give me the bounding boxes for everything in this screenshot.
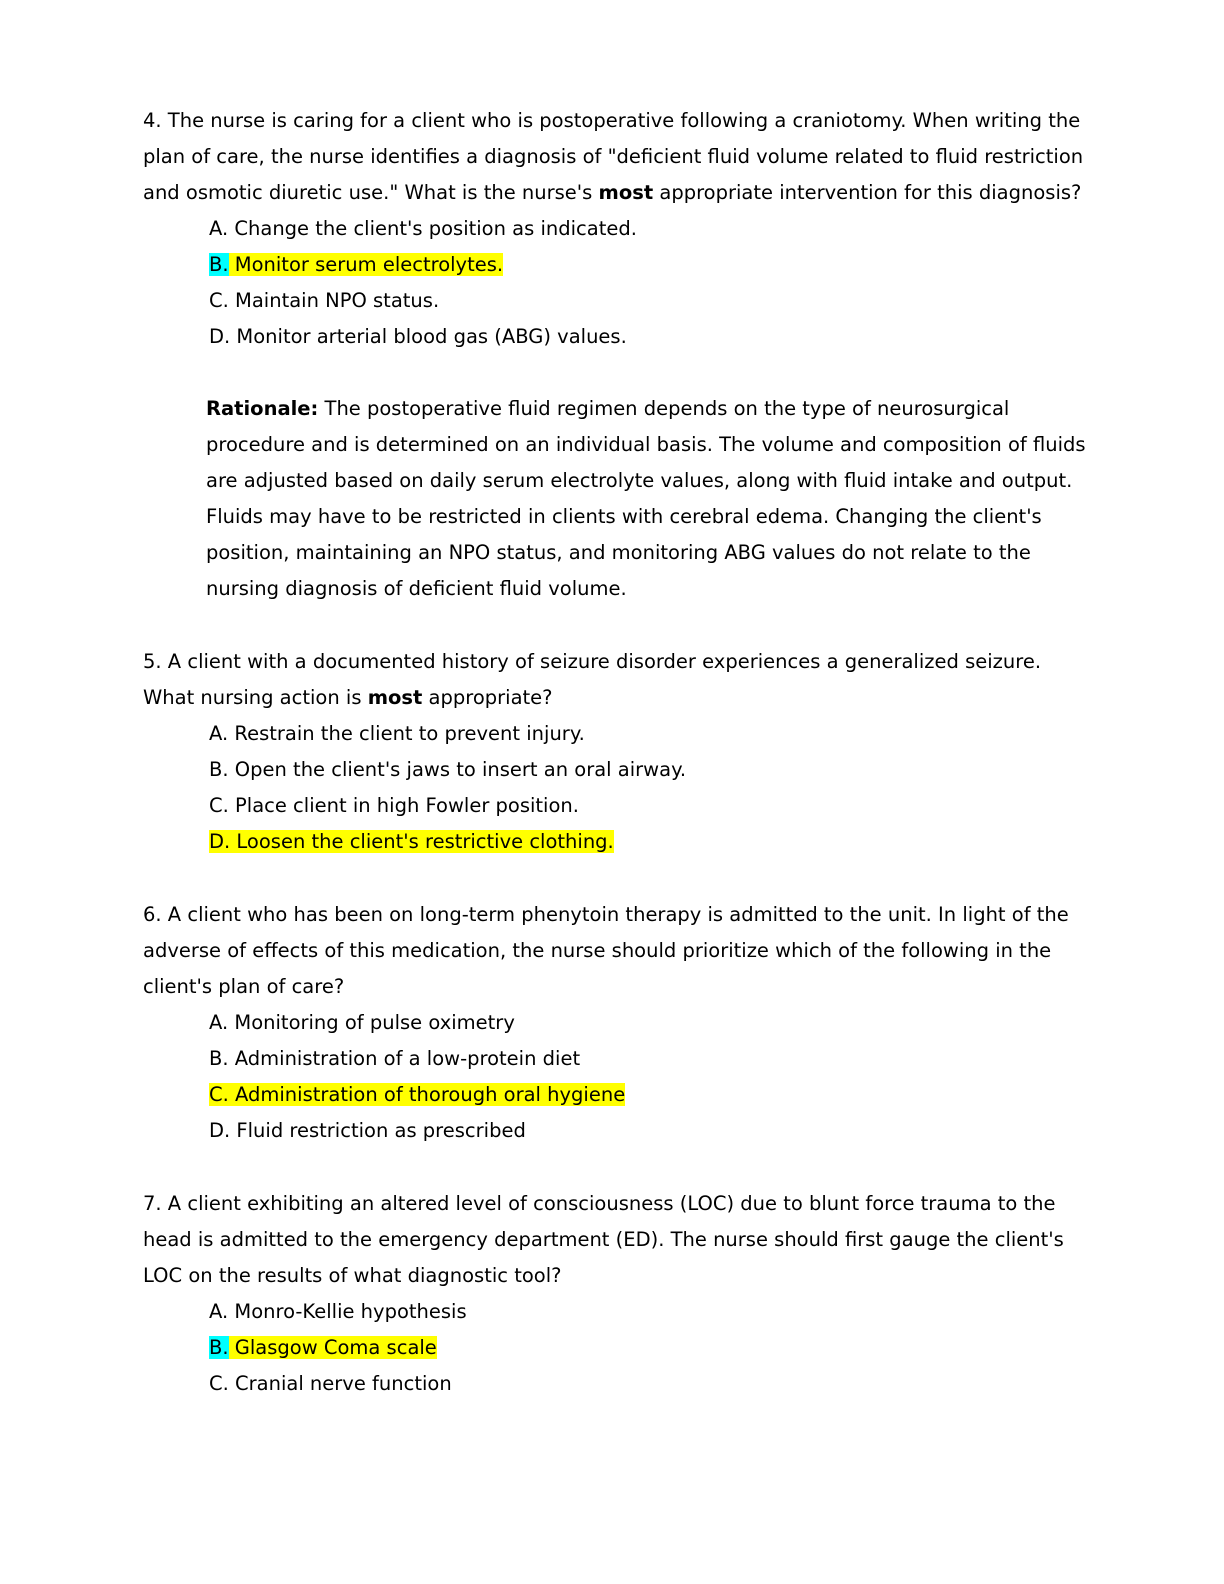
- question-stem-line: 6. A client who has been on long-term phenytoin therapy is admitted to the unit. In light of the: [143, 903, 1069, 926]
- spacer: [143, 355, 1123, 391]
- option-b: B. Administration of a low-protein diet: [209, 1047, 581, 1070]
- option-a: A. Monitoring of pulse oximetry: [209, 1011, 515, 1034]
- question-stem-line: 7. A client exhibiting an altered level of consciousness (LOC) due to blunt force trauma to the: [143, 1192, 1056, 1215]
- question-7: [143, 1186, 1123, 1402]
- stem-text: appropriate?: [422, 686, 553, 709]
- answer-text: D. Loosen the client's restrictive clothing.: [209, 830, 614, 853]
- stem-text: appropriate intervention for this diagnosis?: [653, 181, 1082, 204]
- option-c: C. Maintain NPO status.: [209, 289, 440, 312]
- emphasis-most: most: [598, 181, 654, 204]
- option-d: D. Monitor arterial blood gas (ABG) values.: [209, 325, 627, 348]
- question-stem-line: LOC on the results of what diagnostic tool?: [143, 1264, 562, 1287]
- rationale-line: nursing diagnosis of deficient fluid volume.: [206, 577, 627, 600]
- option-a: A. Restrain the client to prevent injury.: [209, 722, 585, 745]
- option-a: A. Monro-Kellie hypothesis: [209, 1300, 467, 1323]
- answer-letter: B.: [209, 1336, 229, 1359]
- stem-text: What nursing action is: [143, 686, 368, 709]
- option-b-answer: [143, 1330, 1123, 1366]
- question-5: [143, 644, 1123, 860]
- question-stem-line: [143, 680, 1123, 716]
- answer-letter: B.: [209, 253, 229, 276]
- rationale-line: Fluids may have to be restricted in clients with cerebral edema. Changing the client's: [206, 505, 1042, 528]
- option-d-answer: [143, 824, 1123, 860]
- rationale-line: procedure and is determined on an individual basis. The volume and composition of fluids: [206, 433, 1086, 456]
- question-6: [143, 897, 1123, 1149]
- rationale-line: are adjusted based on daily serum electrolyte values, along with fluid intake and output.: [206, 469, 1073, 492]
- option-c: C. Cranial nerve function: [209, 1372, 452, 1395]
- rationale-text: The postoperative fluid regimen depends on the type of neurosurgical: [318, 397, 1010, 420]
- question-stem-line: 5. A client with a documented history of seizure disorder experiences a generalized seizure.: [143, 650, 1042, 673]
- option-c-answer: [143, 1077, 1123, 1113]
- question-stem-line: plan of care, the nurse identifies a diagnosis of "deficient fluid volume related to fluid restriction: [143, 145, 1084, 168]
- question-stem-line: adverse of effects of this medication, the nurse should prioritize which of the following in the: [143, 939, 1052, 962]
- option-b-answer: [143, 247, 1123, 283]
- answer-text: Monitor serum electrolytes.: [228, 253, 504, 276]
- answer-text: Glasgow Coma scale: [228, 1336, 437, 1359]
- stem-text: and osmotic diuretic use." What is the nurse's: [143, 181, 599, 204]
- rationale-line: position, maintaining an NPO status, and monitoring ABG values do not relate to the: [206, 541, 1031, 564]
- rationale-line: [143, 391, 1123, 427]
- question-4: [143, 103, 1123, 607]
- answer-text: C. Administration of thorough oral hygiene: [209, 1083, 626, 1106]
- option-b: B. Open the client's jaws to insert an oral airway.: [209, 758, 687, 781]
- rationale-label: Rationale:: [206, 397, 319, 420]
- question-stem-line: head is admitted to the emergency department (ED). The nurse should first gauge the client's: [143, 1228, 1064, 1251]
- option-c: C. Place client in high Fowler position.: [209, 794, 579, 817]
- question-stem-line: client's plan of care?: [143, 975, 345, 998]
- emphasis-most: most: [367, 686, 423, 709]
- question-stem-line: [143, 175, 1123, 211]
- question-stem-line: 4. The nurse is caring for a client who is postoperative following a craniotomy. When writing the: [143, 109, 1081, 132]
- option-d: D. Fluid restriction as prescribed: [209, 1119, 526, 1142]
- option-a: A. Change the client's position as indicated.: [209, 217, 637, 240]
